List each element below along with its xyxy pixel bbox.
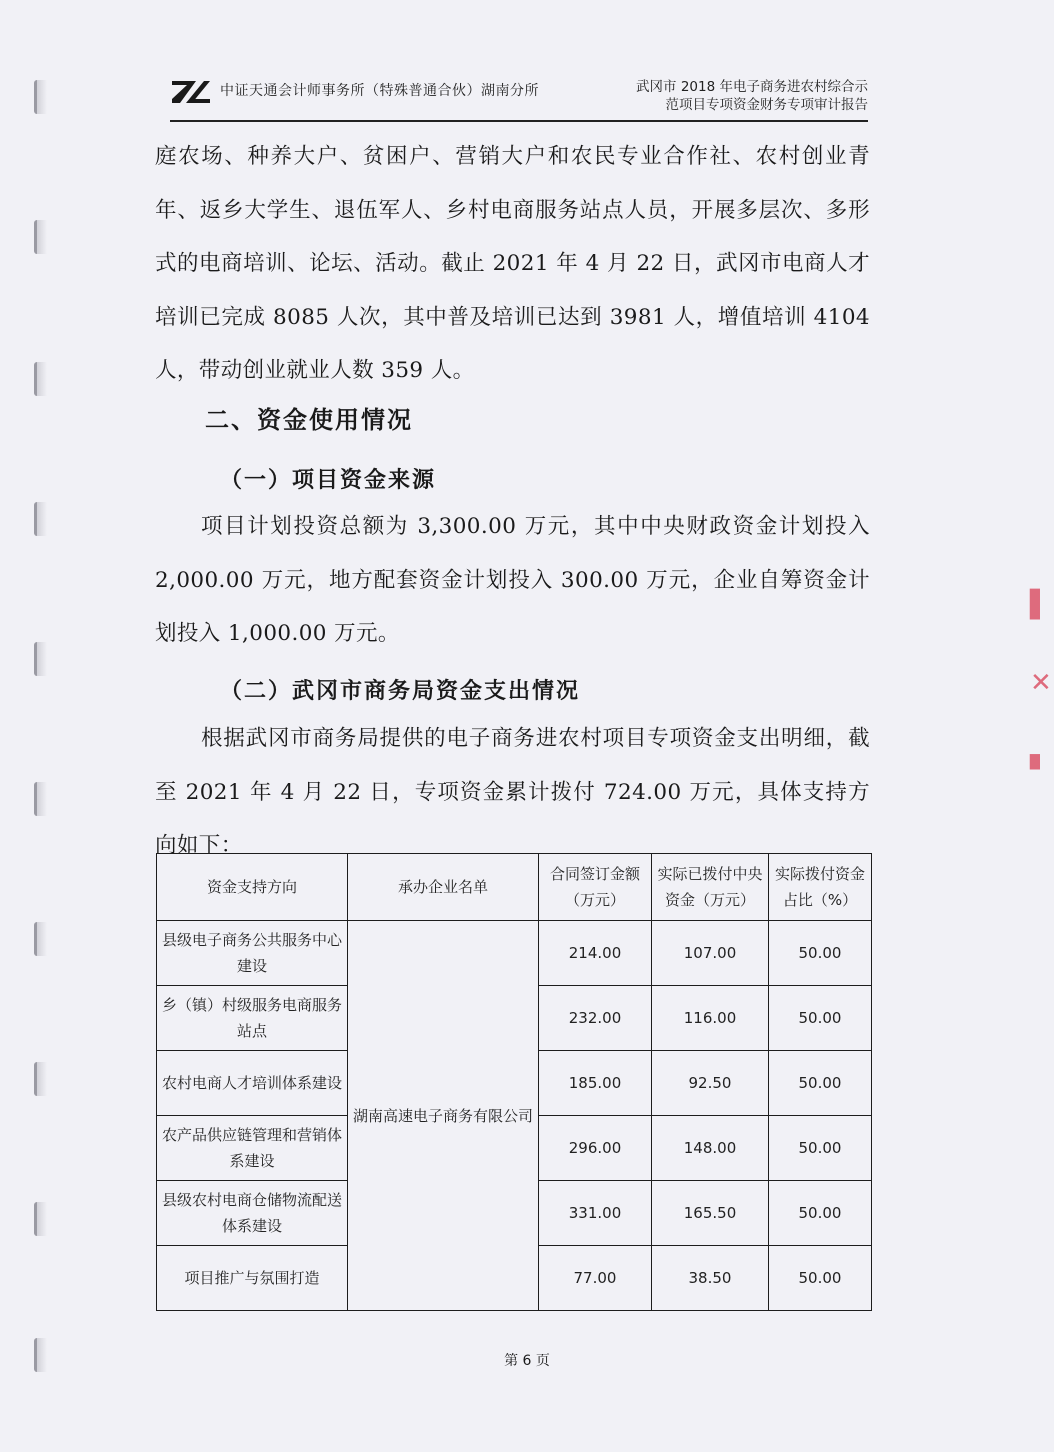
cell-company: 湖南高速电子商务有限公司	[348, 921, 539, 1311]
binding-hole	[34, 1062, 47, 1096]
binding-hole	[34, 782, 47, 816]
cell-direction: 乡（镇）村级服务电商服务站点	[157, 986, 348, 1051]
header-ratio: 实际拨付资金占比（%）	[769, 854, 872, 921]
cell-direction: 农产品供应链管理和营销体系建设	[157, 1116, 348, 1181]
fund-table	[156, 853, 872, 1311]
cell-paid: 116.00	[652, 986, 769, 1051]
header-paid: 实际已拨付中央资金（万元）	[652, 854, 769, 921]
cell-ratio: 50.00	[769, 1246, 872, 1311]
paragraph-fund-source: 项目计划投资总额为 3,300.00 万元，其中中央财政资金计划投入 2,000.00 万元，地方配套资金计划投入 300.00 万元，企业自筹资金计划投入 1,000.00 万元。	[155, 514, 870, 646]
binding-hole	[34, 1202, 47, 1236]
seal-fragment: ✕	[1030, 668, 1052, 698]
cell-ratio: 50.00	[769, 1051, 872, 1116]
cell-contract: 232.00	[539, 986, 652, 1051]
cell-paid: 148.00	[652, 1116, 769, 1181]
cell-paid: 165.50	[652, 1181, 769, 1246]
zt-logo-icon	[170, 78, 210, 106]
cell-direction: 县级农村电商仓储物流配送体系建设	[157, 1181, 348, 1246]
cell-contract: 77.00	[539, 1246, 652, 1311]
header-direction: 资金支持方向	[157, 854, 348, 921]
firm-name: 中证天通会计师事务所（特殊普通合伙）湖南分所	[220, 83, 539, 99]
binding-hole	[34, 362, 47, 396]
cell-paid: 38.50	[652, 1246, 769, 1311]
page-number: 第 6 页	[504, 1353, 550, 1369]
header-contract: 合同签订金额（万元）	[539, 854, 652, 921]
cell-direction: 县级电子商务公共服务中心建设	[157, 921, 348, 986]
cell-ratio: 50.00	[769, 921, 872, 986]
binding-hole	[34, 922, 47, 956]
cell-contract: 214.00	[539, 921, 652, 986]
binding-hole	[34, 220, 47, 254]
binding-hole	[34, 642, 47, 676]
page-header	[170, 72, 868, 122]
seal-fragment: ▌	[1030, 590, 1050, 620]
cell-ratio: 50.00	[769, 986, 872, 1051]
cell-contract: 296.00	[539, 1116, 652, 1181]
cell-contract: 331.00	[539, 1181, 652, 1246]
section-heading-fund-usage: 二、资金使用情况	[205, 406, 413, 434]
subsection-heading-expenditure: （二）武冈市商务局资金支出情况	[220, 679, 581, 704]
paragraph-expenditure: 根据武冈市商务局提供的电子商务进农村项目专项资金支出明细，截至 2021 年 4 月 22 日，专项资金累计拨付 724.00 万元，具体支持方向如下：	[155, 726, 870, 858]
cell-ratio: 50.00	[769, 1181, 872, 1246]
report-title-line1: 武冈市 2018 年电子商务进农村综合示	[636, 79, 868, 95]
subsection-heading-fund-source: （一）项目资金来源	[220, 468, 437, 493]
binding-hole	[34, 502, 47, 536]
cell-paid: 107.00	[652, 921, 769, 986]
header-company: 承办企业名单	[348, 854, 539, 921]
report-title-line2: 范项目专项资金财务专项审计报告	[665, 97, 868, 113]
table-row	[157, 921, 872, 986]
seal-fragment: ▖	[1030, 740, 1050, 770]
cell-contract: 185.00	[539, 1051, 652, 1116]
report-title	[636, 78, 868, 114]
cell-direction: 农村电商人才培训体系建设	[157, 1051, 348, 1116]
cell-ratio: 50.00	[769, 1116, 872, 1181]
table-header-row	[157, 854, 872, 921]
cell-direction: 项目推广与氛围打造	[157, 1246, 348, 1311]
cell-paid: 92.50	[652, 1051, 769, 1116]
paragraph-training: 庭农场、种养大户、贫困户、营销大户和农民专业合作社、农村创业青年、返乡大学生、退伍军人、乡村电商服务站点人员，开展多层次、多形式的电商培训、论坛、活动。截止 2021 年 4 月 22 日，武冈市电商人才培训已完成 8085 人次，其中普及培训已达到 3981 人，增值培训 4104 人，带动创业就业人数 359 人。	[155, 144, 870, 383]
binding-hole	[34, 80, 47, 114]
